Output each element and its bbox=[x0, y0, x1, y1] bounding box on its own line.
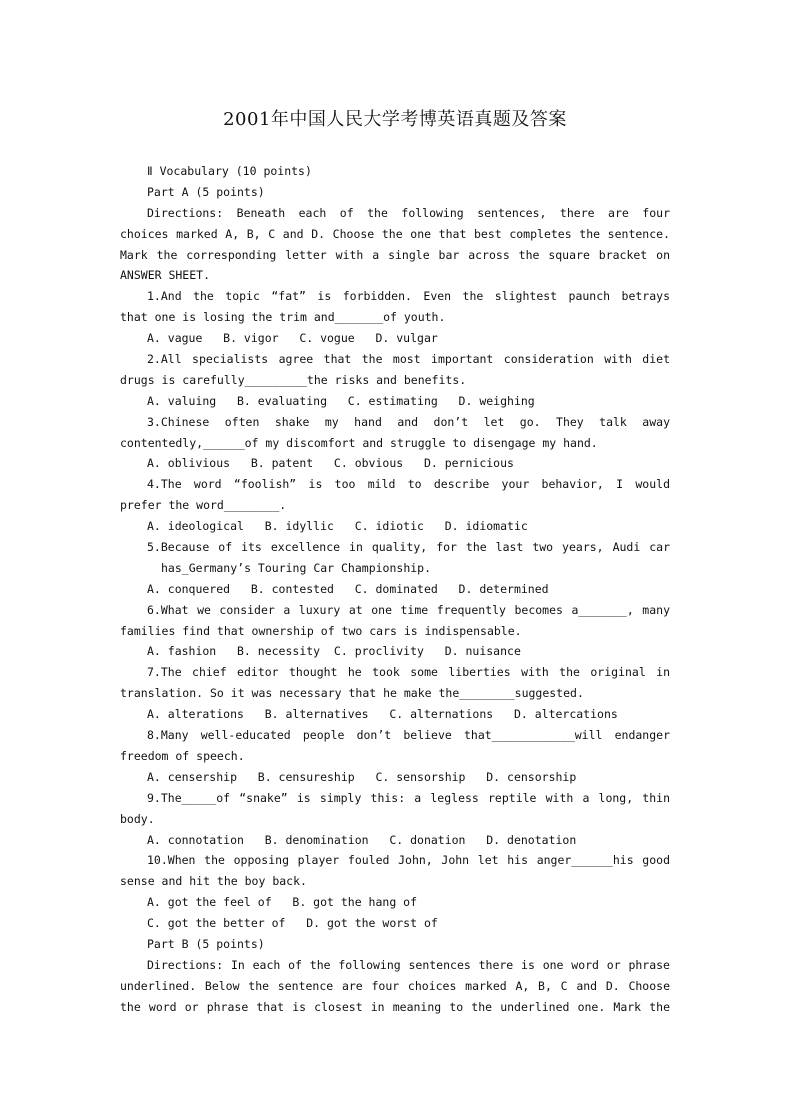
answer-choices: A. conquered B. contested C. dominated D. determined bbox=[147, 581, 549, 596]
question-text: families find that ownership of two cars is indispensable. bbox=[120, 623, 522, 638]
document-body bbox=[120, 161, 670, 1018]
directions-text: ANSWER SHEET. bbox=[120, 268, 211, 283]
question-text: 5.Because of its excellence in quality, for the last two years, Audi car bbox=[147, 540, 670, 555]
question-text: 2.All specialists agree that the most important consideration with diet bbox=[147, 352, 670, 367]
question-text: 10.When the opposing player fouled John, John let his anger______his good bbox=[147, 853, 670, 868]
question-text: contentedly,______of my discomfort and struggle to disengage my hand. bbox=[120, 435, 598, 450]
answer-choices: A. vague B. vigor C. vogue D. vulgar bbox=[147, 331, 438, 346]
answer-choices: A. fashion B. necessity C. proclivity D. nuisance bbox=[147, 644, 521, 659]
question-text: has_Germany’s Touring Car Championship. bbox=[161, 560, 432, 575]
answer-choices: A. valuing B. evaluating C. estimating D. weighing bbox=[147, 393, 535, 408]
directions-text: the word or phrase that is closest in meaning to the underlined one. Mark the bbox=[120, 999, 670, 1014]
document-title: 2001年中国人民大学考博英语真题及答案 bbox=[223, 109, 567, 130]
directions-text: choices marked A, B, C and D. Choose the one that best completes the sentence. bbox=[120, 226, 670, 241]
question-text: 8.Many well-educated people don’t believe that____________will endanger bbox=[147, 728, 670, 743]
answer-choices: A. connotation B. denomination C. donation D. denotation bbox=[147, 832, 577, 847]
question-text: body. bbox=[120, 811, 155, 826]
directions-text: Mark the corresponding letter with a single bar across the square bracket on bbox=[120, 247, 670, 262]
answer-choices: A. alterations B. alternatives C. alternations D. altercations bbox=[147, 707, 618, 722]
question-text: 4.The word “foolish” is too mild to describe your behavior, I would bbox=[147, 477, 670, 492]
section-heading: Ⅱ Vocabulary (10 points) bbox=[147, 164, 312, 178]
question-text: translation. So it was necessary that he make the________suggested. bbox=[120, 686, 584, 701]
question-text: drugs is carefully_________the risks and benefits. bbox=[120, 372, 467, 387]
directions-text: Directions: Beneath each of the following sentences, there are four bbox=[147, 205, 670, 220]
directions-text: underlined. Below the sentence are four choices marked A, B, C and D. Choose bbox=[120, 978, 670, 993]
question-text: 9.The_____of “snake” is simply this: a legless reptile with a long, thin bbox=[147, 790, 670, 805]
question-text: that one is losing the trim and_______of youth. bbox=[120, 310, 446, 325]
part-heading: Part A (5 points) bbox=[147, 184, 265, 199]
answer-choices: A. ideological B. idyllic C. idiotic D. idiomatic bbox=[147, 519, 528, 534]
question-text: 7.The chief editor thought he took some liberties with the original in bbox=[147, 665, 670, 680]
answer-choices: A. got the feel of B. got the hang of bbox=[147, 895, 418, 910]
question-text: freedom of speech. bbox=[120, 748, 245, 763]
answer-choices: C. got the better of D. got the worst of bbox=[147, 916, 438, 931]
question-text: sense and hit the boy back. bbox=[120, 874, 307, 889]
question-text: 1.And the topic “fat” is forbidden. Even the slightest paunch betrays bbox=[147, 289, 670, 304]
part-heading: Part B (5 points) bbox=[147, 936, 265, 951]
question-text: 6.What we consider a luxury at one time frequently becomes a_______, many bbox=[147, 602, 670, 617]
question-text: 3.Chinese often shake my hand and don’t let go. They talk away bbox=[147, 414, 670, 429]
answer-choices: A. censership B. censureship C. sensorship D. censorship bbox=[147, 769, 577, 784]
question-text: prefer the word________. bbox=[120, 498, 287, 513]
answer-choices: A. oblivious B. patent C. obvious D. pernicious bbox=[147, 456, 514, 471]
directions-text: Directions: In each of the following sentences there is one word or phrase bbox=[147, 957, 670, 972]
